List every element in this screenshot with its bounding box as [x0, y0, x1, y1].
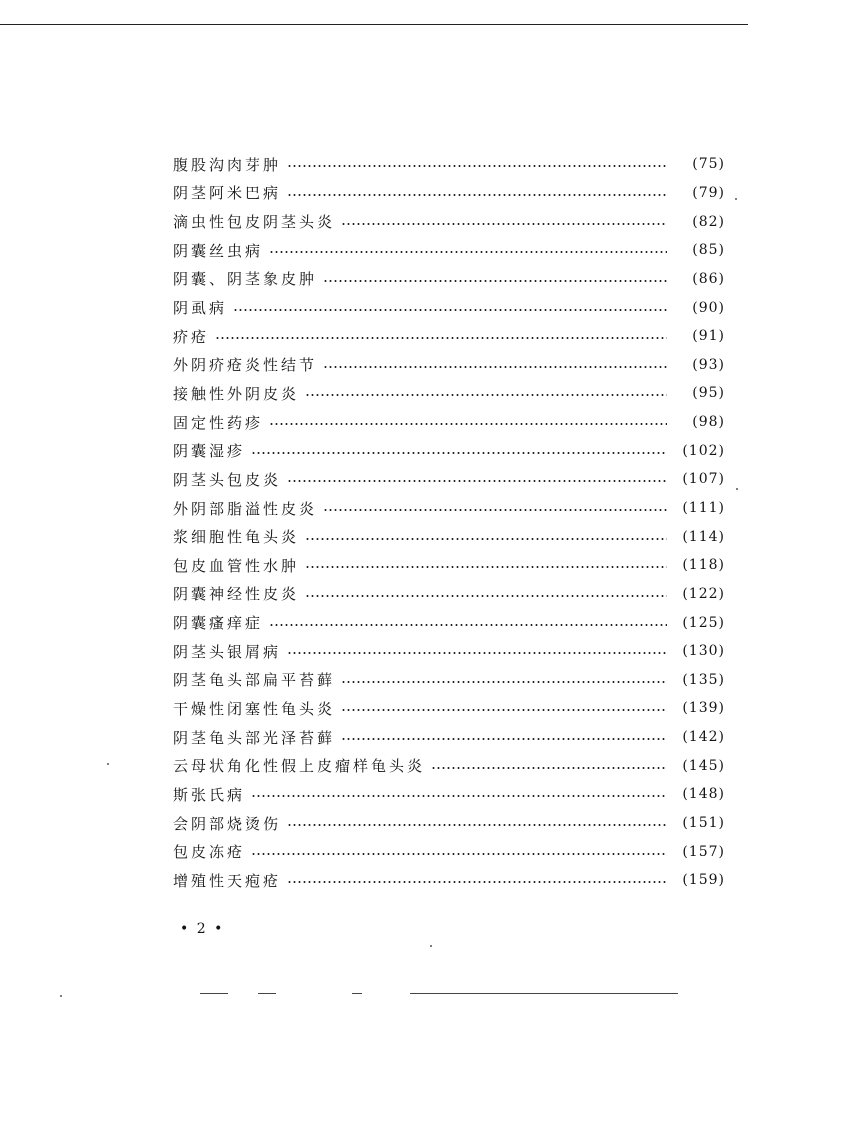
toc-entry-title: 阴茎头包皮炎: [173, 470, 282, 489]
toc-entry-page: (75): [692, 156, 725, 173]
toc-entry: [173, 179, 725, 208]
toc-entry: [173, 522, 725, 551]
toc-entry-title: 外阴部脂溢性皮炎: [173, 499, 318, 518]
toc-entry: [173, 236, 725, 265]
toc-entry-page: (91): [692, 328, 725, 345]
toc-entry: [173, 465, 725, 494]
dot-leader: [323, 280, 667, 282]
toc-entry: [173, 837, 725, 866]
toc-entry: [173, 694, 725, 723]
toc-entry: [173, 580, 725, 609]
dot-leader: [251, 795, 667, 797]
toc-entry-page: (79): [692, 184, 725, 201]
dot-leader: [287, 881, 667, 883]
dot-leader: [251, 853, 667, 855]
dot-leader: [431, 767, 667, 769]
dot-leader: [215, 337, 667, 339]
dot-leader: [305, 538, 667, 540]
toc-entry: [173, 666, 725, 695]
toc-entry-title: 外阴疥疮炎性结节: [173, 356, 318, 375]
toc-entry-page: (159): [682, 872, 725, 889]
toc-entry: [173, 551, 725, 580]
toc-entry-page: (135): [682, 671, 725, 688]
toc-entry: [173, 780, 725, 809]
toc-entry-page: (142): [682, 729, 725, 746]
scan-speck: [736, 488, 738, 490]
toc-entry: [173, 408, 725, 437]
scan-mark: [410, 993, 678, 994]
toc-entry-title: 增殖性天疱疮: [173, 871, 282, 890]
toc-entry-title: 斯张氏病: [173, 785, 246, 804]
scan-mark: [258, 993, 276, 994]
scan-speck: [430, 945, 432, 947]
scan-speck: [735, 198, 737, 200]
toc-entry-page: (93): [692, 356, 725, 373]
dot-leader: [287, 194, 667, 196]
toc-entry-title: 接触性外阴皮炎: [173, 384, 300, 403]
toc-entry-page: (157): [682, 843, 725, 860]
toc-entry-page: (118): [682, 557, 725, 574]
toc-entry-title: 阴虱病: [173, 299, 228, 318]
toc-entry-page: (130): [682, 643, 725, 660]
toc-entry-title: 固定性药疹: [173, 413, 264, 432]
dot-leader: [287, 480, 667, 482]
toc-entry-title: 阴茎头银屑病: [173, 642, 282, 661]
toc-entry-page: (85): [692, 242, 725, 259]
dot-leader: [305, 595, 667, 597]
toc-entry-page: (139): [682, 700, 725, 717]
dot-leader: [269, 624, 667, 626]
toc-entry: [173, 494, 725, 523]
toc-entry-page: (114): [682, 528, 725, 545]
toc-entry: [173, 637, 725, 666]
toc-entry-page: (107): [682, 471, 725, 488]
toc-entry: [173, 751, 725, 780]
scan-mark: [200, 993, 228, 994]
toc-entry-title: 腹股沟肉芽肿: [173, 155, 282, 174]
dot-leader: [323, 509, 667, 511]
dot-leader: [341, 681, 667, 683]
dot-leader: [251, 452, 667, 454]
toc-entry: [173, 379, 725, 408]
toc-entry: [173, 809, 725, 838]
dot-leader: [305, 394, 667, 396]
toc-entry: [173, 293, 725, 322]
toc-entry-page: (111): [682, 500, 725, 516]
toc-entry: [173, 150, 725, 179]
toc-entry-title: 浆细胞性龟头炎: [173, 528, 300, 547]
toc-entry-title: 干燥性闭塞性龟头炎: [173, 699, 336, 718]
scan-speck: [107, 763, 109, 765]
toc-entry-title: 阴囊湿疹: [173, 442, 246, 461]
top-rule: [0, 24, 748, 25]
toc-entry-page: (122): [682, 585, 725, 602]
toc-entry-page: (90): [692, 299, 725, 316]
dot-leader: [341, 738, 667, 740]
toc-entry-page: (151): [682, 815, 725, 832]
toc-entry-page: (95): [692, 385, 725, 402]
scan-speck: [60, 995, 62, 997]
toc-entry: [173, 265, 725, 294]
toc-entry-page: (145): [682, 757, 725, 774]
toc-entry-title: 阴囊、阴茎象皮肿: [173, 270, 318, 289]
toc-entry: [173, 866, 725, 895]
scan-mark: [352, 993, 362, 994]
dot-leader: [287, 652, 667, 654]
toc-entry-title: 阴囊丝虫病: [173, 241, 264, 260]
toc-entry: [173, 436, 725, 465]
page-number: • 2 •: [180, 921, 225, 937]
toc-entry: [173, 207, 725, 236]
toc-entry: [173, 350, 725, 379]
toc-entry-title: 阴茎龟头部光泽苔藓: [173, 728, 336, 747]
toc-entry-title: 包皮血管性水肿: [173, 556, 300, 575]
dot-leader: [341, 709, 667, 711]
dot-leader: [269, 251, 667, 253]
toc-entry-page: (82): [692, 213, 725, 230]
dot-leader: [287, 165, 667, 167]
toc-entry-page: (102): [682, 442, 725, 459]
dot-leader: [341, 223, 667, 225]
toc-entry-title: 云母状角化性假上皮瘤样龟头炎: [173, 757, 426, 776]
toc-entry-title: 阴茎龟头部扁平苔藓: [173, 671, 336, 690]
toc-entry-title: 阴茎阿米巴病: [173, 184, 282, 203]
toc-entry-title: 会阴部烧烫伤: [173, 814, 282, 833]
toc-entry-title: 滴虫性包皮阴茎头炎: [173, 213, 336, 232]
table-of-contents: [173, 150, 725, 895]
dot-leader: [323, 366, 667, 368]
dot-leader: [305, 566, 667, 568]
toc-entry-title: 阴囊瘙痒症: [173, 614, 264, 633]
toc-entry-page: (125): [682, 614, 725, 631]
toc-entry-page: (148): [682, 786, 725, 803]
toc-entry: [173, 723, 725, 752]
toc-entry-title: 包皮冻疮: [173, 843, 246, 862]
toc-entry-page: (98): [692, 414, 725, 431]
dot-leader: [233, 309, 667, 311]
toc-entry-page: (86): [692, 270, 725, 287]
toc-entry-title: 阴囊神经性皮炎: [173, 585, 300, 604]
toc-entry: [173, 608, 725, 637]
dot-leader: [269, 423, 667, 425]
toc-entry-title: 疥疮: [173, 327, 210, 346]
toc-entry: [173, 322, 725, 351]
dot-leader: [287, 824, 667, 826]
